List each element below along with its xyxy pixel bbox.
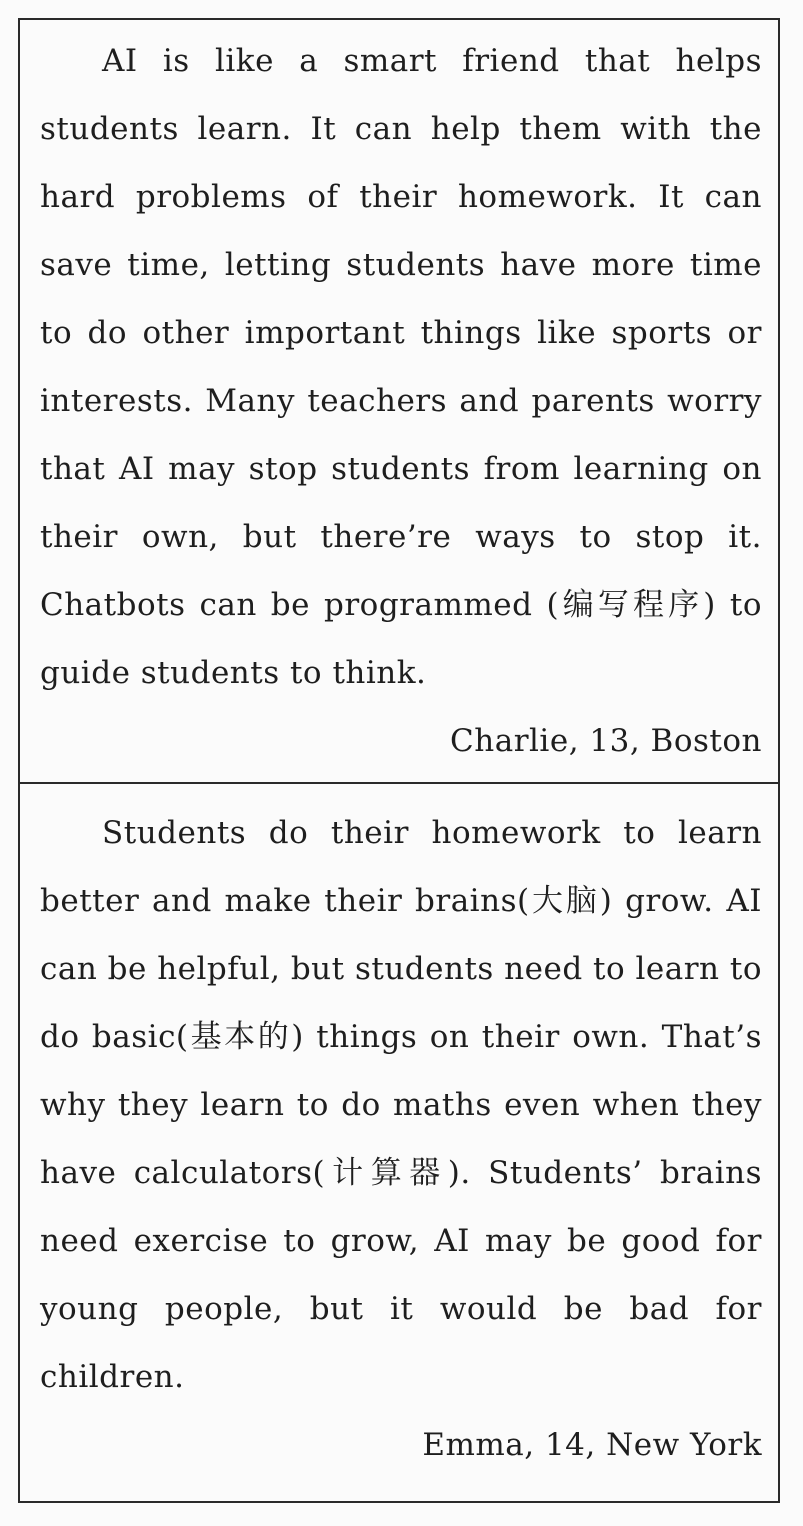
letter-signature: Charlie, 13, Boston <box>450 723 762 759</box>
letter-body: AI is like a smart friend that helps students learn. It can help them with the hard problems of their homework. It can save time, letting students have more time to do other important things like sports or interests. Many teachers and parents worry that AI may stop students from learning on their own, but there’re ways to stop it. Chatbots can be programmed (编写程序) to guide students to think. <box>40 43 762 691</box>
letter-charlie <box>20 20 778 784</box>
letter-body: Students do their homework to learn better and make their brains(大脑) grow. AI can be helpful, but students need to learn to do basic(基本的) things on their own. That’s why they learn to do maths even when they have calculators(计算器). Students’ brains need exercise to grow, AI may be good for young people, but it would be bad for children. <box>40 815 762 1395</box>
letter-emma <box>20 784 778 1503</box>
letters-box <box>18 18 780 1503</box>
letter-signature: Emma, 14, New York <box>422 1427 762 1463</box>
